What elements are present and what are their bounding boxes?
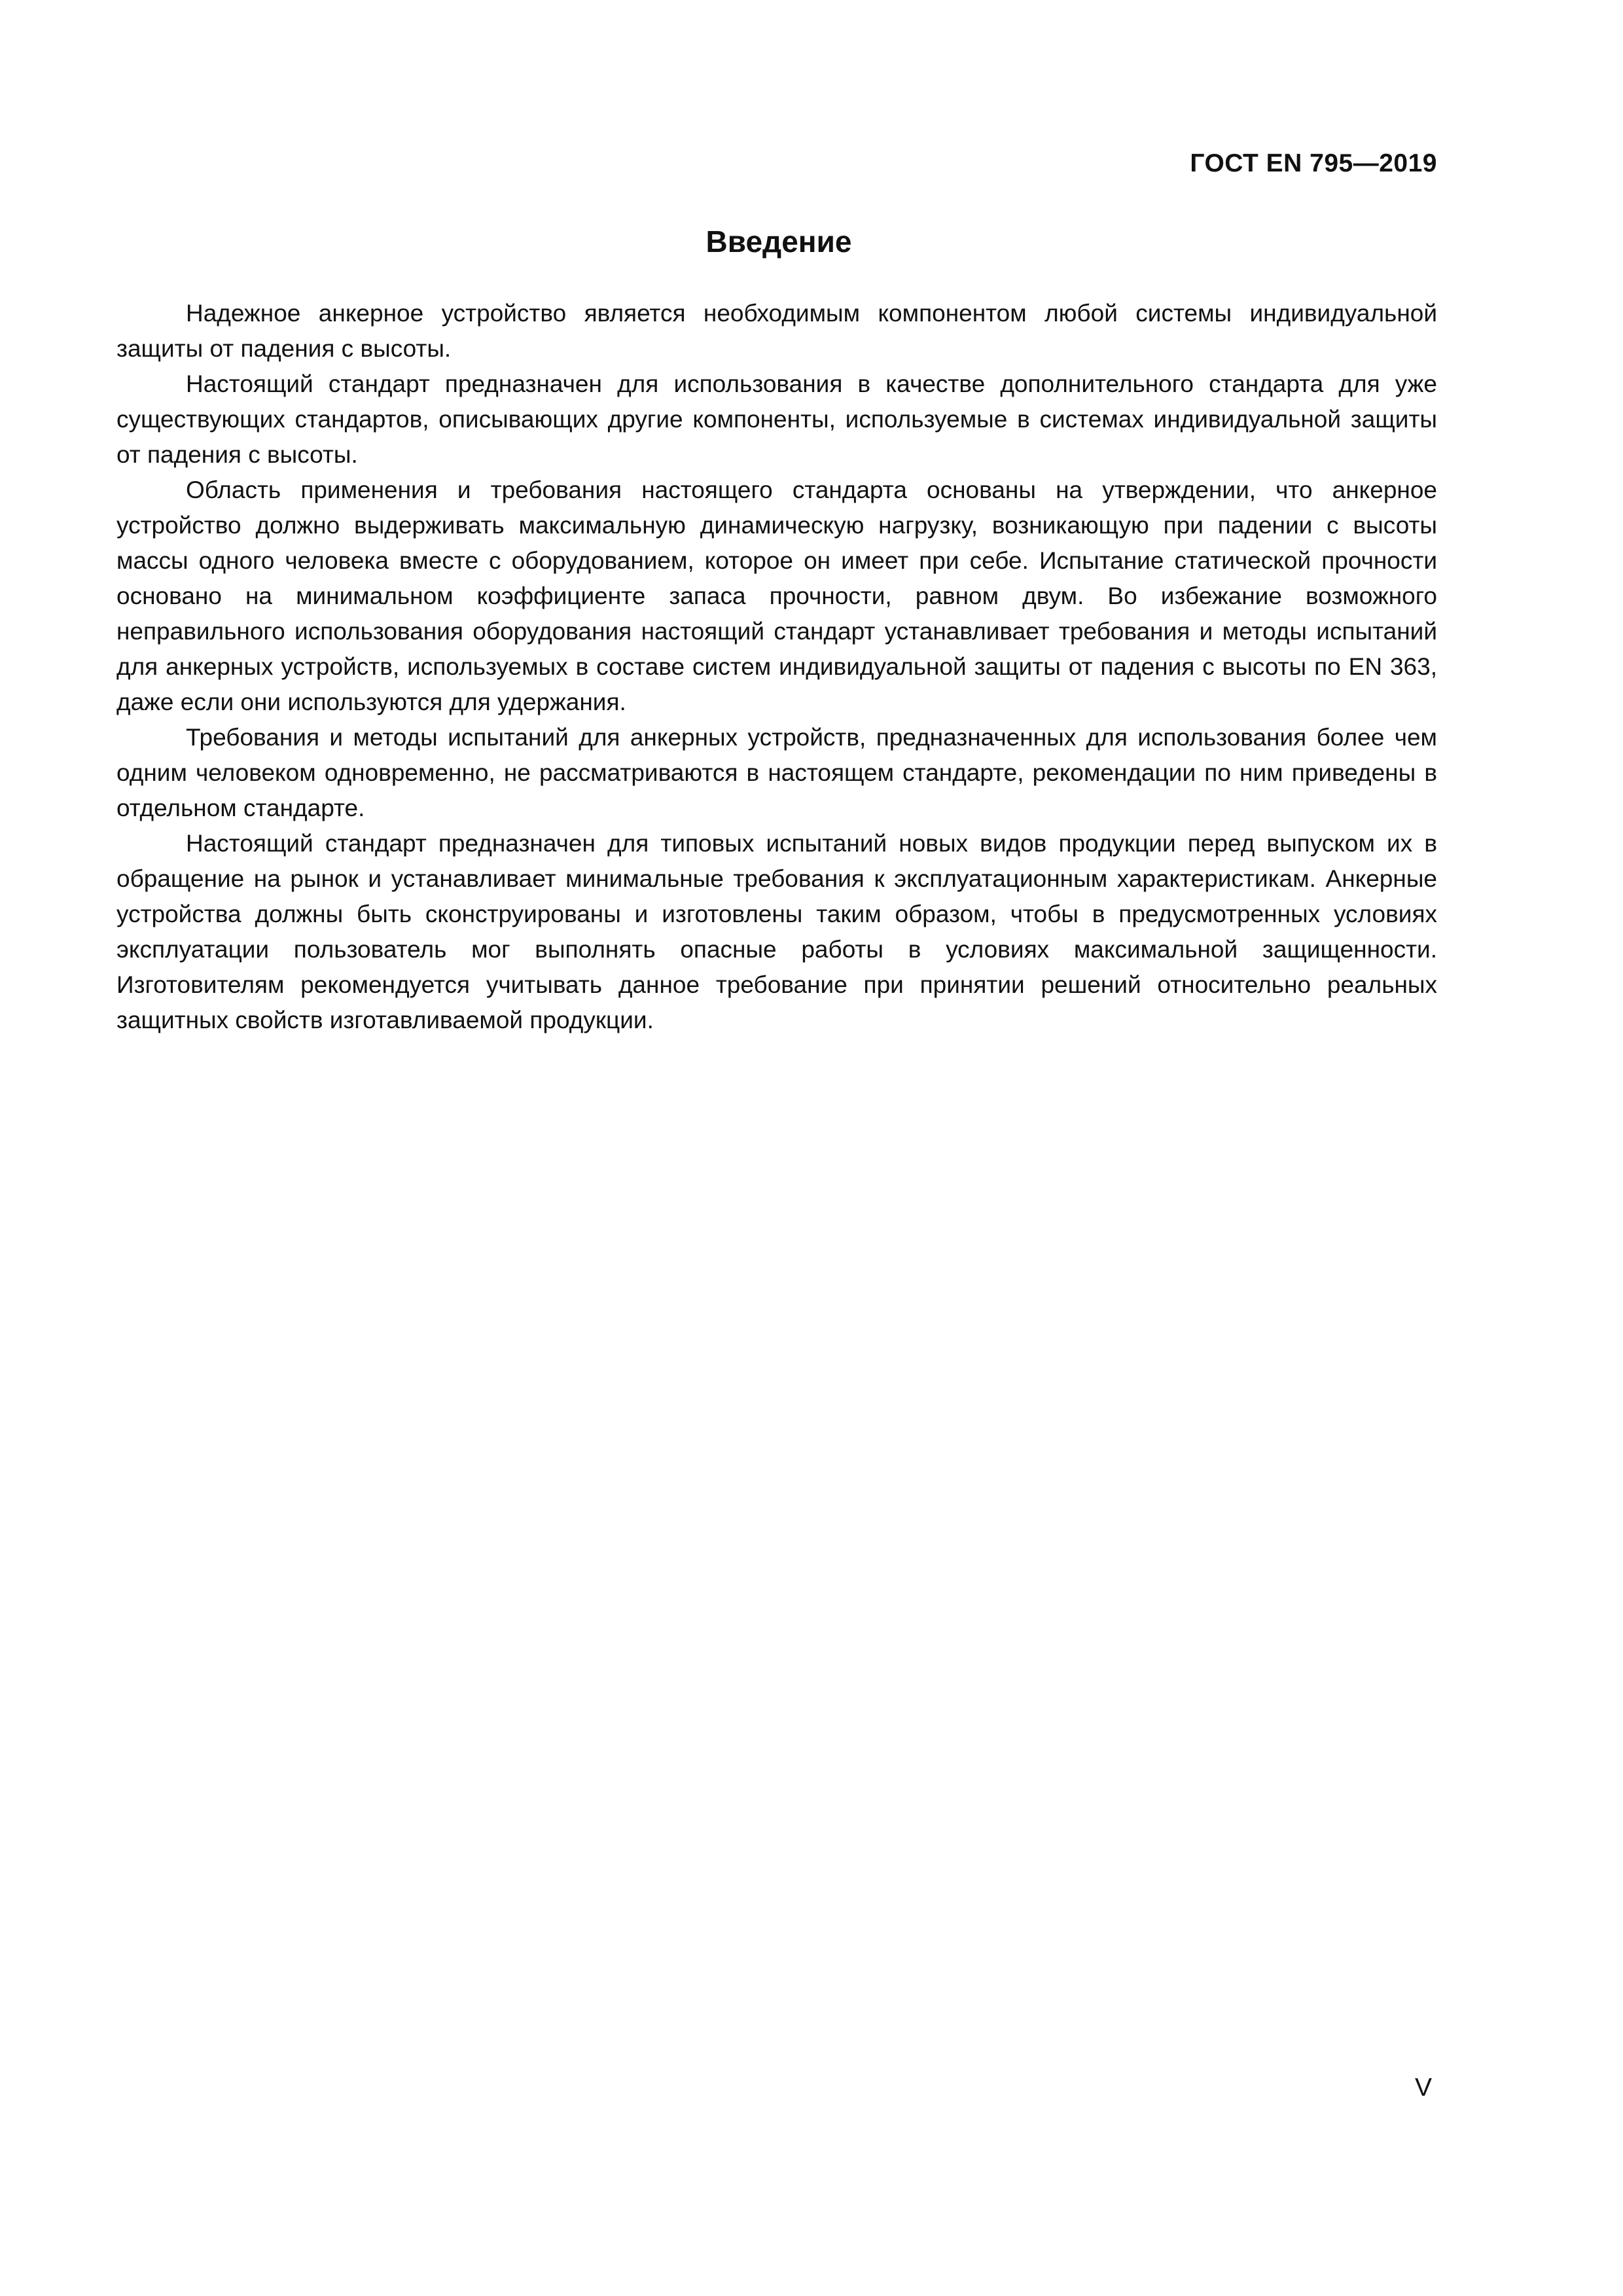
paragraph-3: Область применения и требования настоящего стандарта основаны на утверждении, что анкерное устройство должно выдерживать максимальную динамическую нагрузку, возникающую при падении с высоты массы одного человека вместе с оборудованием, которое он имеет при себе. Испытание статической прочности основано на минимальном коэффициенте запаса прочности, равном двум. Во избежание возможного неправильного использования оборудования настоящий стандарт устанавливает требования и методы испытаний для анкерных устройств, используемых в составе систем индивидуальной защиты от падения с высоты по EN 363, даже если они используются для удержания. [116,476,1437,715]
page-number: V [1414,2073,1432,2102]
paragraph-4: Требования и методы испытаний для анкерных устройств, предназначенных для использования более чем одним человеком одновременно, не рассматриваются в настоящем стандарте, рекомендации по ним приведены в отдельном стандарте. [116,724,1437,821]
paragraph-2: Настоящий стандарт предназначен для использования в качестве дополнительного стандарта для уже существующих стандартов, описывающих другие компоненты, используемые в системах индивидуальной защиты от падения с высоты. [116,370,1437,468]
paragraph-1: Надежное анкерное устройство является необходимым компонентом любой системы индивидуальной защиты от падения с высоты. [116,300,1437,362]
section-title: Введение [705,224,852,259]
section-body [116,296,1437,1038]
paragraph-5: Настоящий стандарт предназначен для типовых испытаний новых видов продукции перед выпуском их в обращение на рынок и устанавливает минимальные требования к эксплуатационным характеристикам. Анкерные устройства должны быть сконструированы и изготовлены таким образом, чтобы в предусмотренных условиях эксплуатации пользователь мог выполнять опасные работы в условиях максимальной защищенности. Изготовителям рекомендуется учитывать данное требование при принятии решений относительно реальных защитных свойств изготавливаемой продукции. [116,830,1437,1033]
document-code: ГОСТ EN 795—2019 [1190,149,1437,177]
